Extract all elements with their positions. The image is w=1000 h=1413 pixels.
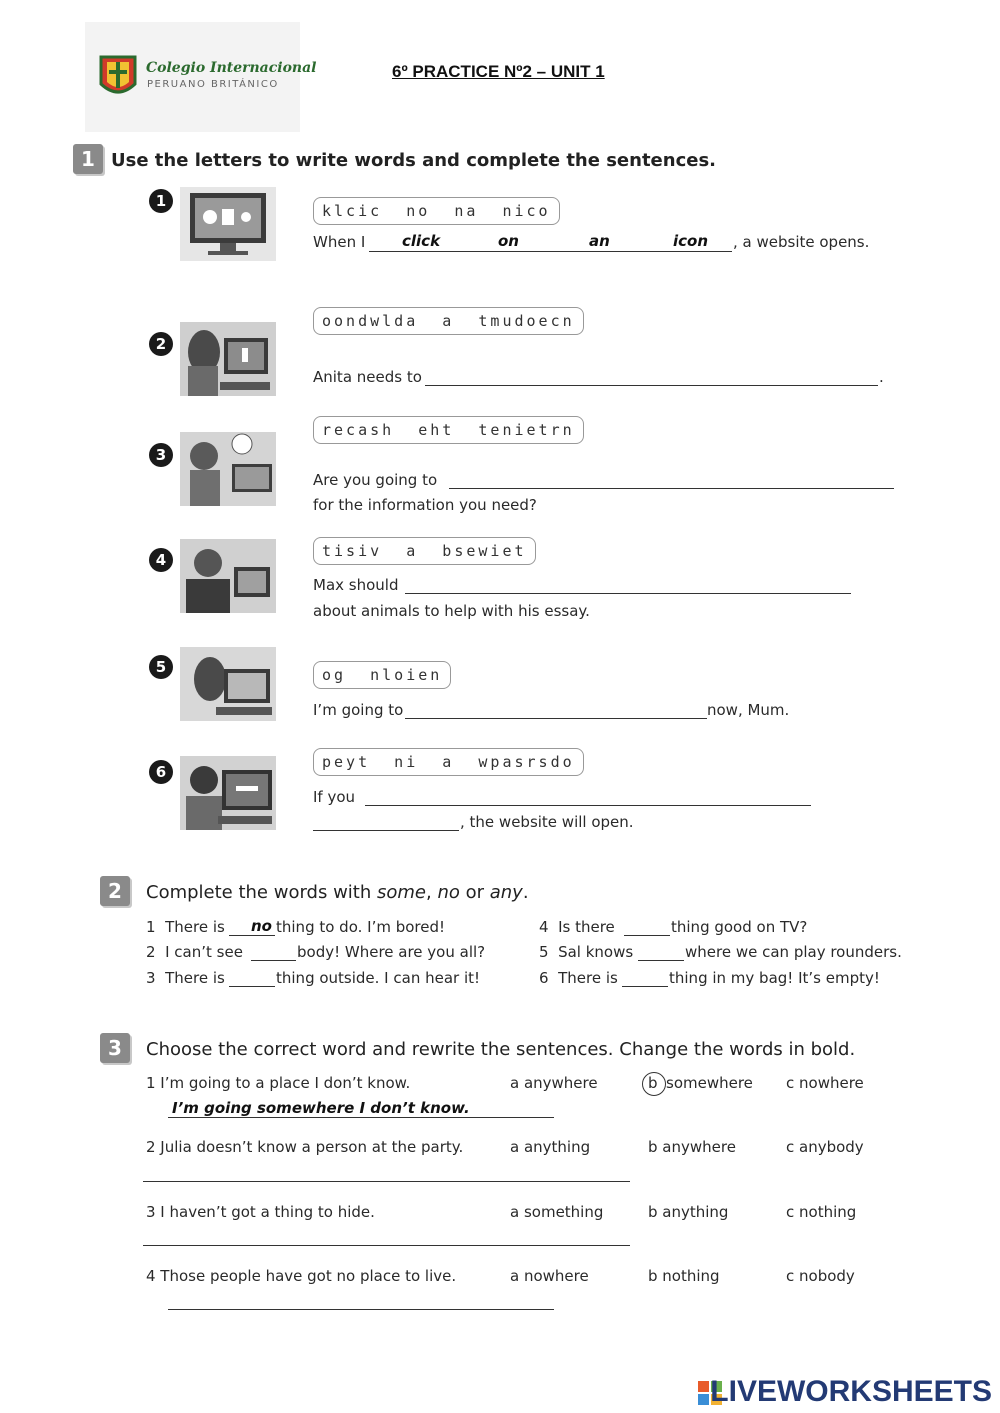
section-2-badge: 2 <box>100 876 130 906</box>
item-number: 6 <box>149 760 173 784</box>
exercise-item-end: thing outside. I can hear it! <box>276 969 481 987</box>
answer-word[interactable]: icon <box>673 232 709 250</box>
scrambled-letters: oondwlda a tmudoecn <box>313 307 584 335</box>
section-3-badge: 3 <box>100 1033 130 1063</box>
item-number: 1 <box>149 189 173 213</box>
option-b[interactable]: b anything <box>648 1203 729 1221</box>
boy-searching-picture <box>180 432 276 506</box>
option-c[interactable]: c anybody <box>786 1138 864 1156</box>
school-subname: PERUANO BRITÁNICO <box>147 79 279 90</box>
computer-icon-picture <box>180 187 276 261</box>
section-2-instruction: Complete the words with some, no or any. <box>146 882 529 903</box>
exercise-item-end: thing in my bag! It’s empty! <box>669 969 880 987</box>
blank[interactable] <box>622 986 668 987</box>
exercise-item: 2 I can’t see <box>146 943 243 961</box>
blank[interactable] <box>229 986 275 987</box>
section-1-instruction: Use the letters to write words and complete the sentences. <box>111 150 717 171</box>
blank[interactable] <box>624 935 670 936</box>
question-sentence: 2 Julia doesn’t know a person at the party. <box>146 1138 464 1156</box>
option-c[interactable]: c nowhere <box>786 1074 864 1092</box>
sentence-continuation: about animals to help with his essay. <box>313 602 590 620</box>
option-b-letter[interactable]: b <box>648 1074 658 1092</box>
option-a[interactable]: a anywhere <box>510 1074 598 1092</box>
boy-password-picture <box>180 756 276 830</box>
answer-line[interactable] <box>405 593 851 594</box>
item-number: 4 <box>149 548 173 572</box>
answer-line[interactable] <box>143 1245 630 1246</box>
answer-line <box>168 1117 554 1118</box>
sentence-start: When I <box>313 233 366 251</box>
answer-word[interactable]: click <box>402 232 441 250</box>
answer-line[interactable] <box>365 805 811 806</box>
answer-line <box>369 251 732 252</box>
answer-word[interactable]: an <box>589 232 610 250</box>
liveworksheets-brand[interactable]: LIVEWORKSHEETS <box>710 1375 992 1408</box>
option-c[interactable]: c nobody <box>786 1267 855 1285</box>
rewritten-answer[interactable]: I’m going somewhere I don’t know. <box>172 1099 470 1117</box>
scrambled-letters: og nloien <box>313 661 451 689</box>
option-a[interactable]: a nowhere <box>510 1267 589 1285</box>
question-sentence: 1 I’m going to a place I don’t know. <box>146 1074 411 1092</box>
sentence-continuation: , the website will open. <box>460 813 634 831</box>
answer-line[interactable] <box>449 488 894 489</box>
question-sentence: 4 Those people have got no place to live. <box>146 1267 457 1285</box>
option-a[interactable]: a anything <box>510 1138 591 1156</box>
answer-line[interactable] <box>405 718 707 719</box>
blank[interactable] <box>229 935 275 936</box>
scrambled-letters: tisiv a bsewiet <box>313 537 536 565</box>
option-b[interactable]: b nothing <box>648 1267 720 1285</box>
sentence-start: Max should <box>313 576 399 594</box>
sentence-end: , a website opens. <box>733 233 870 251</box>
page-title: 6º PRACTICE Nº2 – UNIT 1 <box>392 62 605 81</box>
section-3-instruction: Choose the correct word and rewrite the sentences. Change the words in bold. <box>146 1039 856 1060</box>
school-crest-icon <box>85 22 300 132</box>
option-c[interactable]: c nothing <box>786 1203 857 1221</box>
sentence-end: . <box>879 368 884 386</box>
girl-downloading-picture <box>180 322 276 396</box>
exercise-item: 1 There is <box>146 918 225 936</box>
exercise-item-end: thing good on TV? <box>671 918 808 936</box>
scrambled-letters: peyt ni a wpasrsdo <box>313 748 584 776</box>
scrambled-letters: recash eht tenietrn <box>313 416 584 444</box>
section-1-badge: 1 <box>73 144 103 174</box>
exercise-item: 5 Sal knows <box>539 943 634 961</box>
sentence-start: If you <box>313 788 356 806</box>
sentence-start: I’m going to <box>313 701 404 719</box>
school-logo <box>85 22 300 132</box>
item-number: 3 <box>149 443 173 467</box>
blank-answer[interactable]: no <box>251 917 272 935</box>
exercise-item: 3 There is <box>146 969 225 987</box>
sentence-start: Are you going to <box>313 471 438 489</box>
answer-line-2[interactable] <box>313 830 459 831</box>
item-number: 2 <box>149 332 173 356</box>
option-a[interactable]: a something <box>510 1203 604 1221</box>
exercise-item-end: body! Where are you all? <box>297 943 486 961</box>
girl-online-picture <box>180 647 276 721</box>
blank[interactable] <box>251 960 296 961</box>
boy-website-picture <box>180 539 276 613</box>
answer-line[interactable] <box>168 1309 554 1310</box>
question-sentence: 3 I haven’t got a thing to hide. <box>146 1203 375 1221</box>
sentence-start: Anita needs to <box>313 368 422 386</box>
exercise-item-end: thing to do. I’m bored! <box>276 918 446 936</box>
sentence-continuation: for the information you need? <box>313 496 537 514</box>
option-b[interactable]: somewhere <box>666 1074 753 1092</box>
school-name: Colegio Internacional <box>146 60 317 76</box>
sentence-end: now, Mum. <box>707 701 790 719</box>
answer-line[interactable] <box>143 1181 630 1182</box>
answer-word[interactable]: on <box>498 232 519 250</box>
exercise-item: 4 Is there <box>539 918 615 936</box>
blank[interactable] <box>638 960 684 961</box>
exercise-item-end: where we can play rounders. <box>685 943 902 961</box>
answer-line[interactable] <box>425 385 878 386</box>
scrambled-letters: klcic no na nico <box>313 197 560 225</box>
exercise-item: 6 There is <box>539 969 618 987</box>
item-number: 5 <box>149 655 173 679</box>
option-b[interactable]: b anywhere <box>648 1138 736 1156</box>
